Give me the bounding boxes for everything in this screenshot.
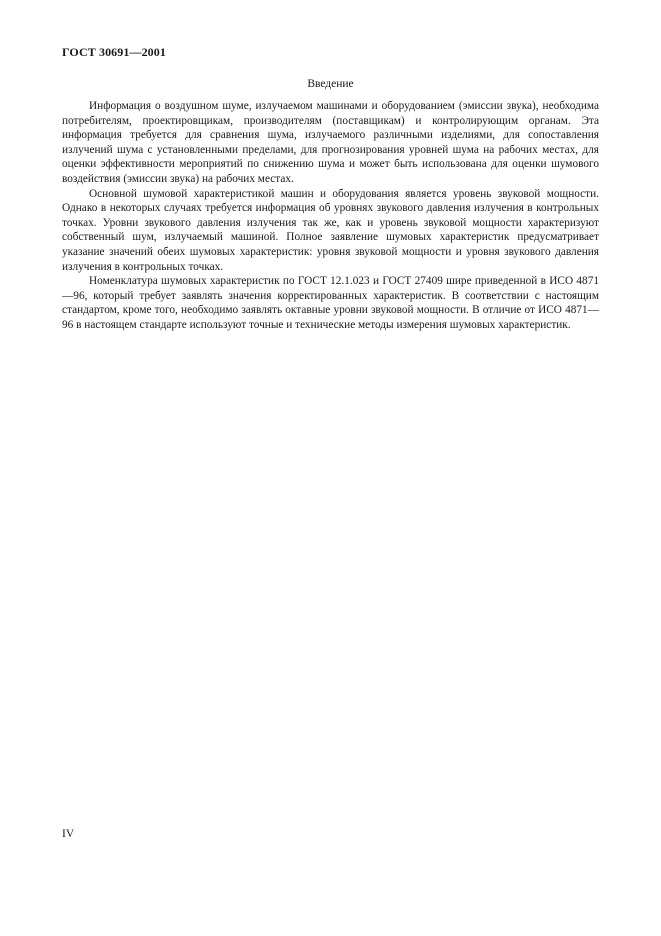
paragraph: Информация о воздушном шуме, излучаемом машинами и оборудованием (эмиссии звука), необходима потребителям, проектировщикам, производителям (поставщикам) и контролирующим органам. Эта информация требуется для сравнения шума, излучаемого различными изделиями, для сопоставления излучений шума с установленными пределами, для прогнозирования уровней шума на рабочих местах, для оценки эффективности мероприятий по снижению шума и может быть использована для оценки шумового воздействия (эмиссии звука) на рабочих местах.: [62, 100, 599, 185]
document-header: ГОСТ 30691—2001: [62, 45, 166, 59]
paragraph: Основной шумовой характеристикой машин и оборудования является уровень звуковой мощности. Однако в некоторых случаях требуется информация об уровнях звукового давления излучения в контрольных точках. Уровни звукового давления излучения так же, как и уровень звуковой мощности характеризуют собственный шум, излучаемый машиной. Полное заявление шумовых характеристик предусматривает указание значений обеих шумовых характеристик: уровня звуковой мощности и уровня звукового давления излучения в контрольных точках.: [62, 187, 599, 273]
paragraph: Номенклатура шумовых характеристик по ГОСТ 12.1.023 и ГОСТ 27409 шире приведенной в ИСО 4871—96, который требует заявлять значения корректированных характеристик. В соответствии с настоящим стандартом, кроме того, необходимо заявлять октавные уровни звуковой мощности. В отличие от ИСО 4871—96 в настоящем стандарте используют точные и технические методы измерения шумовых характеристик.: [62, 275, 599, 331]
page-number: IV: [62, 828, 75, 840]
body-text: [62, 99, 599, 333]
section-title: Введение: [307, 78, 354, 90]
